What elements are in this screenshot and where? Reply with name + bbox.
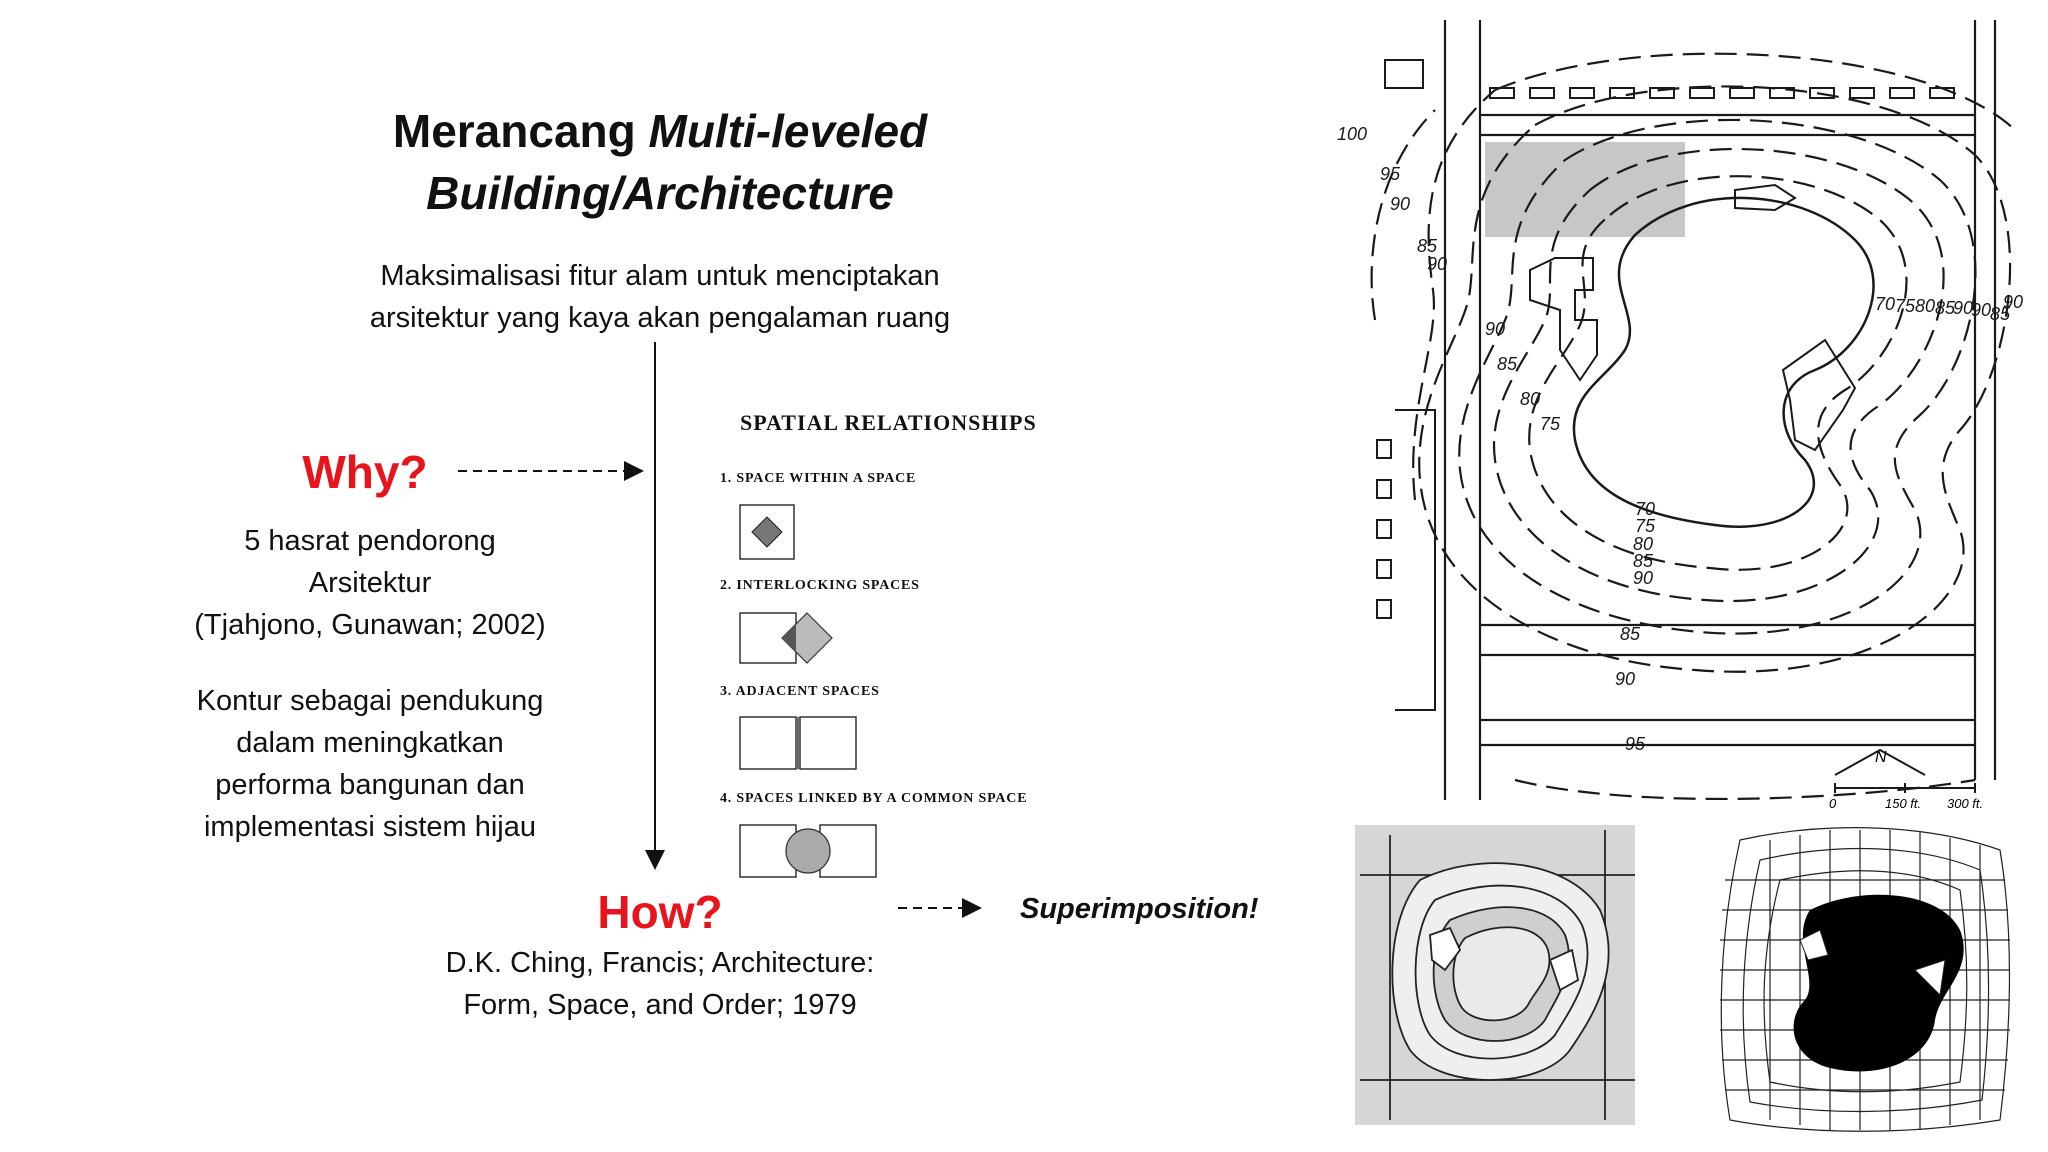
scale-label-300: 300 ft. <box>1947 796 1984 811</box>
contour-label: 90 <box>2003 292 2024 312</box>
spatial-item-3: 3. ADJACENT SPACES <box>720 684 880 699</box>
contour-label: 90 <box>1953 298 1974 318</box>
superimposition-sketch-2 <box>1710 820 2020 1140</box>
title-plain: Merancang <box>392 105 649 157</box>
spatial-item-2: 2. INTERLOCKING SPACES <box>720 578 920 593</box>
contour-line-4: implementasi sistem hijau <box>203 811 536 843</box>
diagram-linked <box>740 825 876 877</box>
desires-line-1: 5 hasrat pendorong <box>244 525 496 557</box>
contour-label: 70 <box>1875 294 1896 314</box>
spatial-item-4: 4. SPACES LINKED BY A COMMON SPACE <box>720 791 1028 806</box>
contour-label: 95 <box>1625 734 1646 754</box>
contour-label: 75 <box>1635 516 1656 536</box>
reference-line-2: Form, Space, and Order; 1979 <box>463 989 857 1021</box>
title-italic-2: Building/Architecture <box>426 167 894 219</box>
contour-label: 75 <box>1540 414 1561 434</box>
spatial-item-1: 1. SPACE WITHIN A SPACE <box>720 471 917 486</box>
how-heading: How? <box>597 886 723 938</box>
contour-line-2: dalam meningkatkan <box>236 727 504 759</box>
contour-label: 85 <box>1497 354 1518 374</box>
contour-label: 90 <box>1615 669 1636 689</box>
why-heading: Why? <box>302 446 428 498</box>
diagram-space-within <box>740 505 794 559</box>
contour-label: 90 <box>1390 194 1411 214</box>
desires-line-3: (Tjahjono, Gunawan; 2002) <box>194 609 546 641</box>
spatial-title: SPATIAL RELATIONSHIPS <box>740 410 1037 435</box>
diagram-adjacent <box>740 717 856 769</box>
title-italic-1: Multi-leveled <box>648 105 928 157</box>
contour-label: 90 <box>1971 300 1992 320</box>
contour-label: 80 <box>1520 389 1541 409</box>
contour-label: 90 <box>1633 568 1654 588</box>
contour-line-1: Kontur sebagai pendukung <box>196 685 544 717</box>
contour-label: 85 <box>1633 551 1654 571</box>
contour-label: 90 <box>1427 254 1448 274</box>
contour-label: 85 <box>1620 624 1641 644</box>
contour-label: 70 <box>1635 499 1656 519</box>
north-label: N <box>1875 749 1887 766</box>
contour-label: 75 <box>1895 296 1916 316</box>
superimposition-sketch-1 <box>1350 820 1640 1130</box>
subtitle-line-1: Maksimalisasi fitur alam untuk menciptakan <box>380 260 940 292</box>
spatial-diagrams <box>720 495 920 885</box>
contour-label: 100 <box>1337 124 1368 144</box>
contour-label: 85 <box>1417 236 1438 256</box>
diagram-interlocking <box>740 613 832 663</box>
superimposition-label: Superimposition! <box>1020 893 1259 925</box>
scale-label-0: 0 <box>1829 796 1837 811</box>
contour-line-3: performa bangunan dan <box>215 769 525 801</box>
contour-label: 85 <box>1990 304 2011 324</box>
contour-label: 95 <box>1380 164 1401 184</box>
contour-label: 80 <box>1633 534 1654 554</box>
reference-line-1: D.K. Ching, Francis; Architecture: <box>445 947 875 979</box>
desires-line-2: Arsitektur <box>308 567 432 599</box>
contour-label: 85 <box>1935 298 1956 318</box>
contour-label: 90 <box>1485 319 1506 339</box>
subtitle-line-2: arsitektur yang kaya akan pengalaman ruang <box>369 302 951 334</box>
contour-label: 80 <box>1915 296 1936 316</box>
scale-label-150: 150 ft. <box>1885 796 1922 811</box>
site-plan-map <box>1335 20 2024 811</box>
lake-outline <box>1574 198 1874 527</box>
